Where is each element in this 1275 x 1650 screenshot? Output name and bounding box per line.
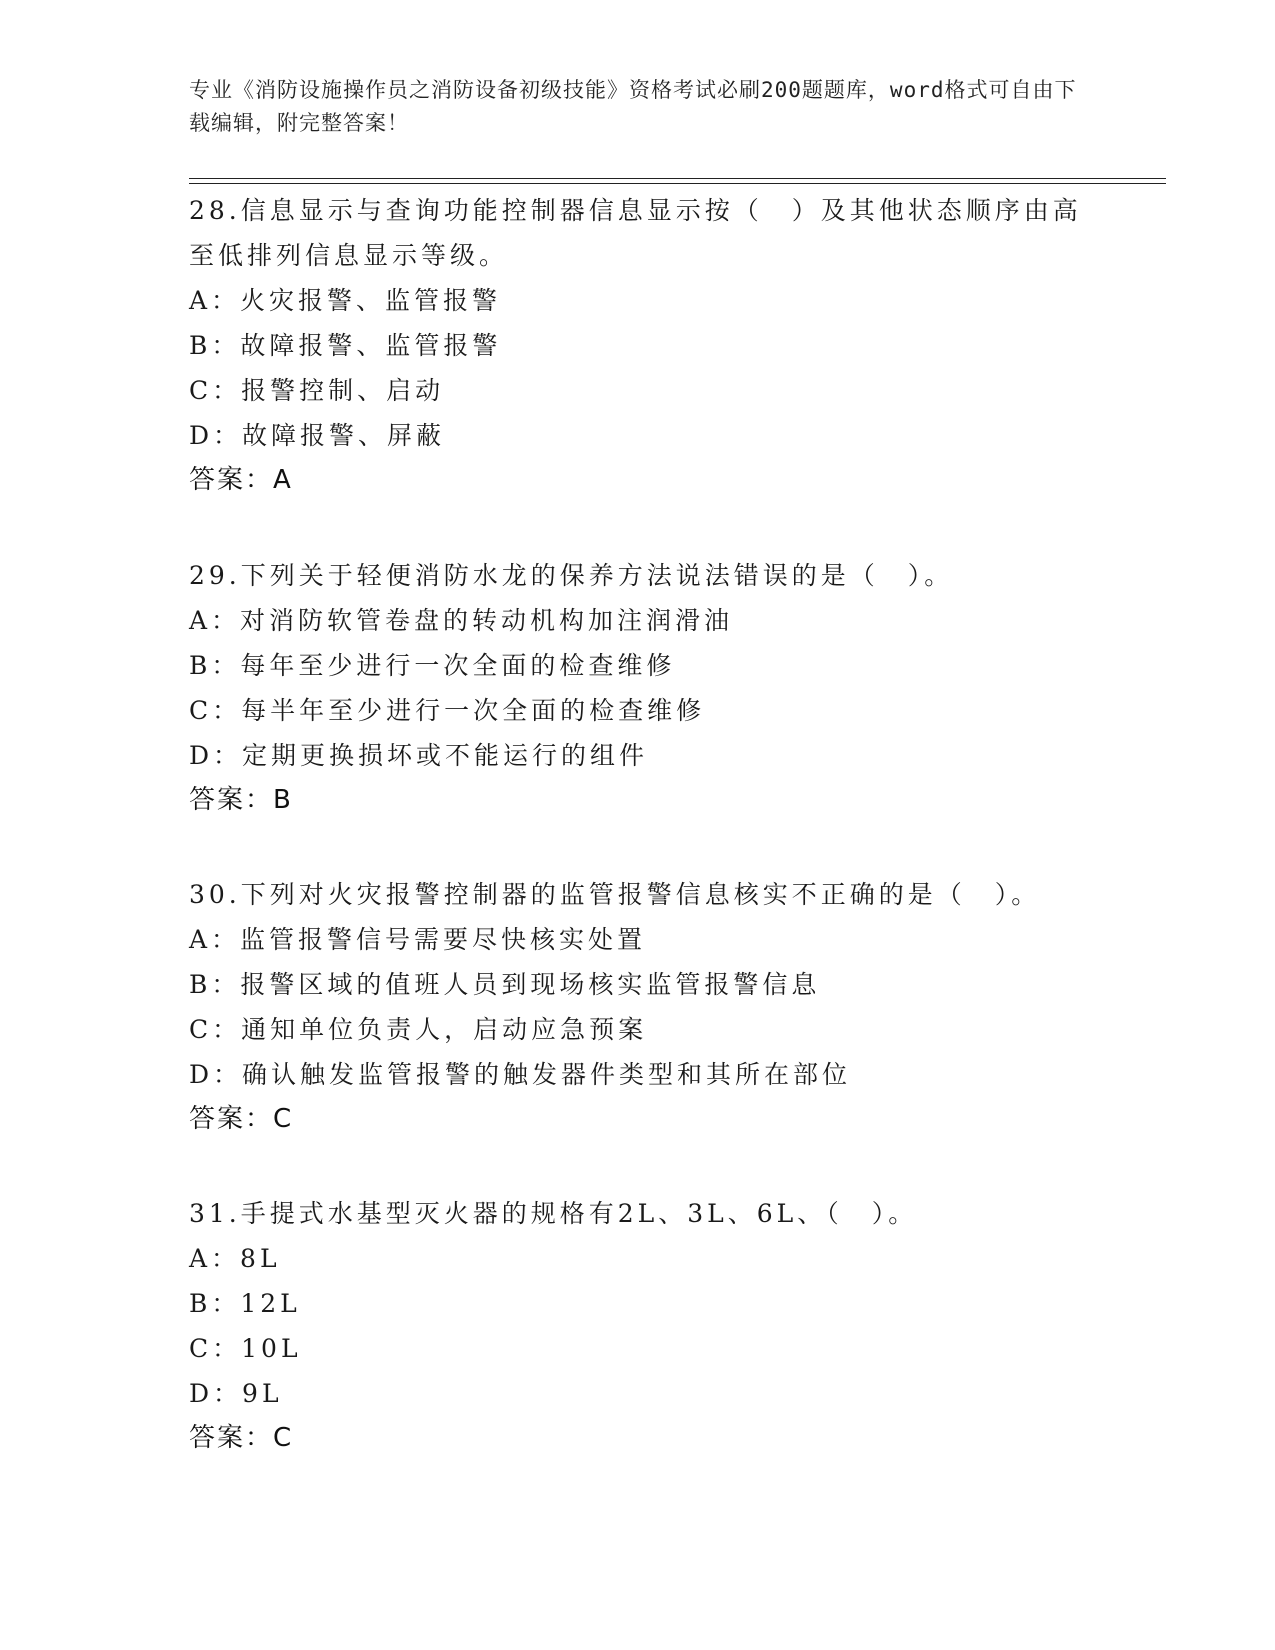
option-a: A：监管报警信号需要尽快核实处置 (189, 925, 647, 954)
option-b: B：报警区域的值班人员到现场核实监管报警信息 (189, 970, 821, 999)
question-30 (189, 872, 1089, 1142)
answer-label: 答案：A (189, 465, 293, 495)
option-c: C：报警控制、启动 (189, 376, 445, 405)
question-stem: 29.下列关于轻便消防水龙的保养方法说法错误的是（ ）。 (189, 561, 954, 590)
question-28 (189, 188, 1089, 503)
question-stem: 30.下列对火灾报警控制器的监管报警信息核实不正确的是（ ）。 (189, 880, 1041, 909)
answer-label: 答案：B (189, 785, 293, 815)
header-divider-top (189, 178, 1166, 179)
document-header: 专业《消防设施操作员之消防设备初级技能》资格考试必刷200题题库，word格式可自由下载编辑，附完整答案！ (189, 78, 1077, 135)
option-c: C：10L (189, 1334, 302, 1363)
question-31 (189, 1191, 1089, 1461)
answer-label: 答案：C (189, 1423, 294, 1453)
option-b: B：12L (189, 1289, 301, 1318)
option-d: D：确认触发监管报警的触发器件类型和其所在部位 (189, 1060, 852, 1089)
option-a: A：火灾报警、监管报警 (189, 286, 502, 315)
answer-label: 答案：C (189, 1104, 294, 1134)
option-a: A：8L (189, 1244, 281, 1273)
option-b: B：故障报警、监管报警 (189, 331, 502, 360)
option-a: A：对消防软管卷盘的转动机构加注润滑油 (189, 606, 734, 635)
option-d: D：9L (189, 1379, 283, 1408)
header-divider-bottom (189, 183, 1166, 184)
option-c: C：通知单位负责人，启动应急预案 (189, 1015, 648, 1044)
option-d: D：定期更换损坏或不能运行的组件 (189, 741, 649, 770)
option-c: C：每半年至少进行一次全面的检查维修 (189, 696, 706, 725)
question-stem: 28.信息显示与查询功能控制器信息显示按（ ）及其他状态顺序由高至低排列信息显示等级。 (189, 196, 1082, 270)
option-b: B：每年至少进行一次全面的检查维修 (189, 651, 676, 680)
question-29 (189, 553, 1089, 823)
option-d: D：故障报警、屏蔽 (189, 421, 446, 450)
question-stem: 31.手提式水基型灭火器的规格有2L、3L、6L、（ ）。 (189, 1199, 918, 1228)
